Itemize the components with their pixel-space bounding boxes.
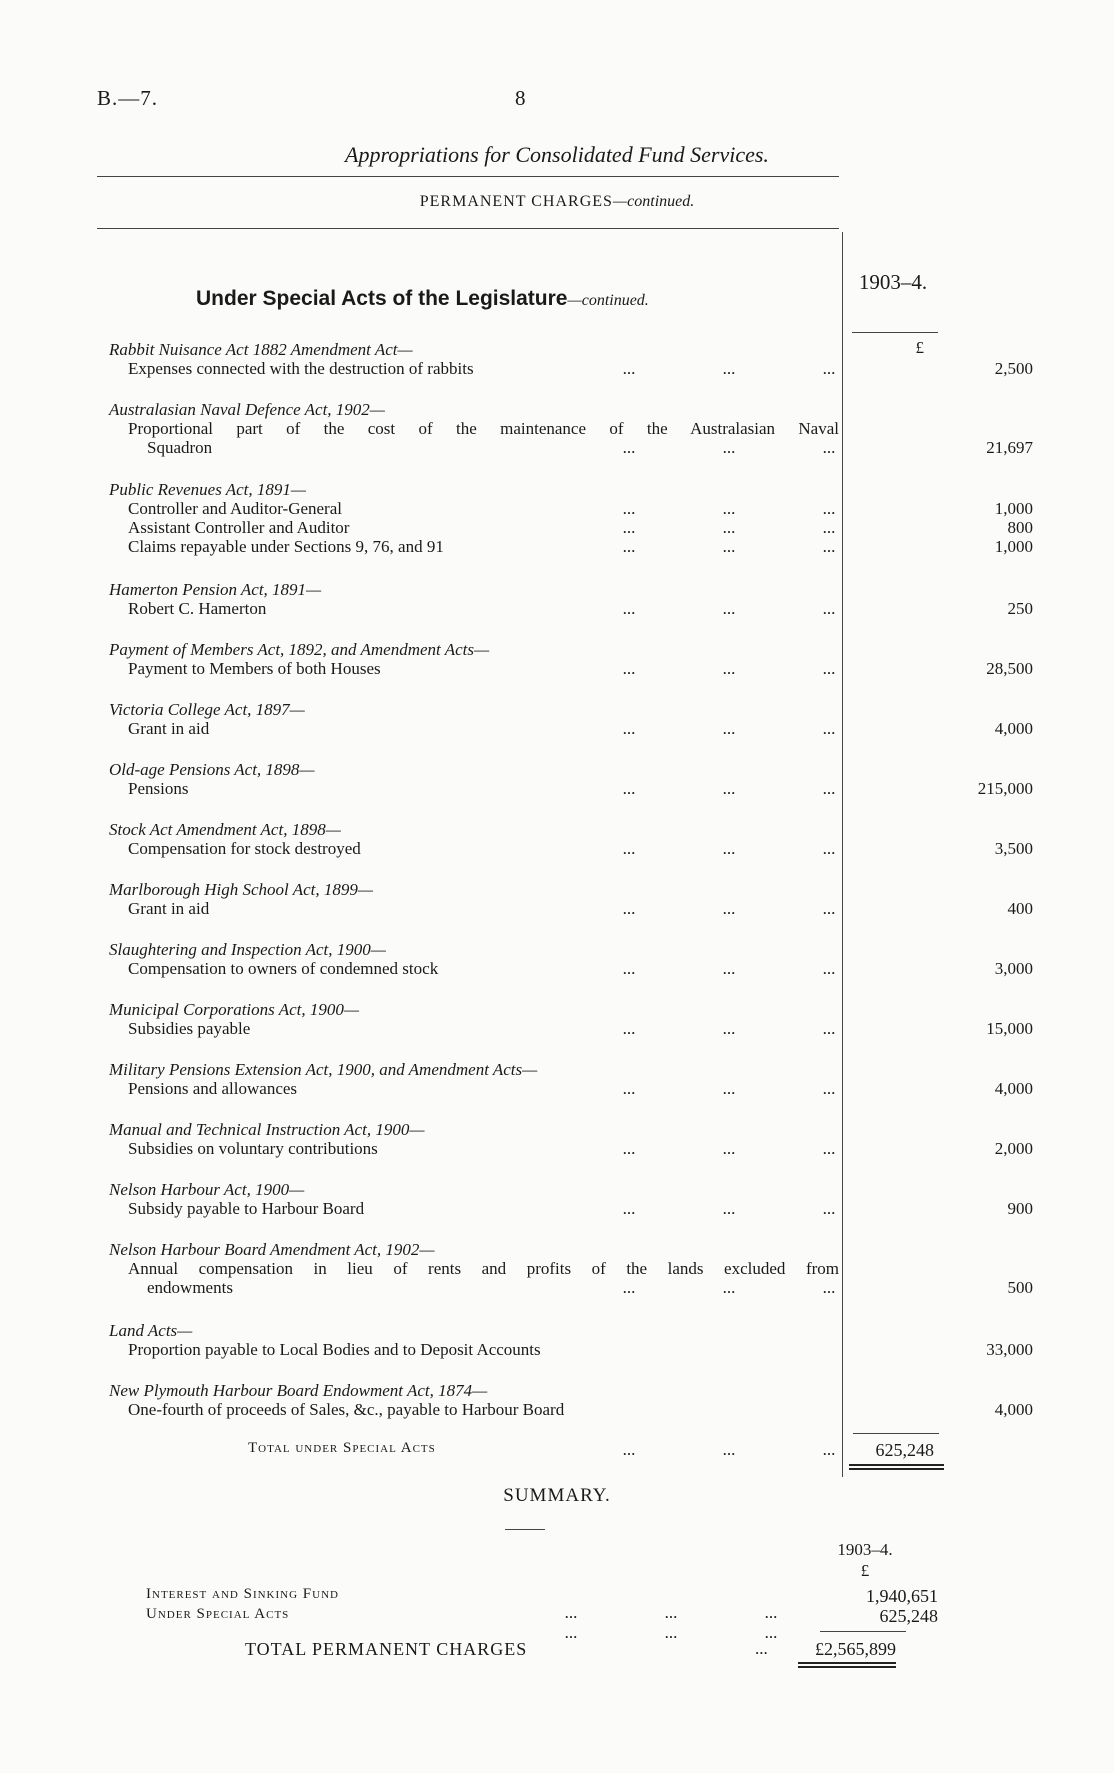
- act-title: Rabbit Nuisance Act 1882 Amendment Act—: [109, 340, 413, 359]
- dot-leader: ...: [822, 537, 836, 556]
- act-line-text: Expenses connected with the destruction of rabbits: [128, 359, 474, 378]
- act-line-amount: 215,000: [977, 779, 1033, 798]
- summary-row: [146, 1606, 938, 1642]
- dot-leader: ...: [822, 1440, 836, 1459]
- act-entry: [109, 480, 1033, 556]
- dot-leader: ...: [722, 659, 736, 678]
- act-title: Stock Act Amendment Act, 1898—: [109, 820, 341, 839]
- dot-leaders: [614, 599, 844, 618]
- grand-total-double-rule: [798, 1666, 896, 1668]
- grand-total-amount: £2,565,899: [815, 1639, 896, 1659]
- act-title: Land Acts—: [109, 1321, 193, 1340]
- dot-leaders: [614, 359, 844, 378]
- act-entry: [109, 400, 1033, 457]
- act-line-text: Subsidies payable: [128, 1019, 251, 1038]
- act-line: [109, 1079, 1033, 1098]
- act-title: Nelson Harbour Board Amendment Act, 1902—: [109, 1240, 435, 1259]
- act-title: Manual and Technical Instruction Act, 1900—: [109, 1120, 425, 1139]
- dot-leader: ...: [622, 959, 636, 978]
- summary-row-label: Interest and Sinking Fund: [146, 1586, 339, 1602]
- act-line-text: Claims repayable under Sections 9, 76, and 91: [128, 537, 444, 556]
- act-line-amount: 4,000: [994, 1400, 1033, 1419]
- dot-leader: ...: [822, 719, 836, 738]
- total-double-rule: [849, 1464, 944, 1466]
- dot-leader: ...: [822, 1278, 836, 1297]
- dot-leader: ...: [622, 1079, 636, 1098]
- act-line-text: Squadron: [147, 438, 213, 457]
- act-line: [109, 959, 1033, 978]
- act-line-amount: 2,000: [994, 1139, 1033, 1158]
- dot-leader: ...: [722, 1019, 736, 1038]
- dot-leaders: [614, 499, 844, 518]
- section-heading-suffix: —continued.: [567, 292, 649, 309]
- act-line-amount: 800: [1007, 518, 1033, 537]
- dot-leader: ...: [664, 1623, 678, 1642]
- act-line-text: Grant in aid: [128, 719, 210, 738]
- act-line: [109, 438, 1033, 457]
- dot-leader: ...: [722, 359, 736, 378]
- total-top-rule: [853, 1433, 939, 1434]
- dot-leader: ...: [822, 438, 836, 457]
- total-dot-leaders: [614, 1440, 844, 1460]
- act-line: [109, 839, 1033, 858]
- dot-leader: ...: [764, 1603, 778, 1622]
- summary-year-header: 1903–4.: [837, 1540, 893, 1559]
- page-title: Appropriations for Consolidated Fund Services.: [345, 142, 769, 167]
- act-entry: [109, 1060, 1033, 1098]
- section-subheader: [0, 193, 1114, 211]
- act-line: [109, 499, 1033, 518]
- dot-leaders: [614, 1199, 844, 1218]
- dot-leader: ...: [722, 438, 736, 457]
- dot-leader: ...: [722, 839, 736, 858]
- summary-title: SUMMARY.: [503, 1485, 611, 1506]
- dot-leader: ...: [722, 899, 736, 918]
- dot-leaders: [614, 839, 844, 858]
- act-line-text: One-fourth of proceeds of Sales, &c., payable to Harbour Board: [128, 1400, 565, 1419]
- act-line-text: Controller and Auditor-General: [128, 499, 342, 518]
- act-entry: [109, 1120, 1033, 1158]
- act-line-text: Pensions and allowances: [128, 1079, 298, 1098]
- dot-leaders: [614, 1278, 844, 1297]
- dot-leader: ...: [622, 779, 636, 798]
- dot-leader: ...: [622, 719, 636, 738]
- dot-leaders: [614, 1019, 844, 1038]
- document-code: B.—7.: [97, 86, 159, 110]
- dot-leader: ...: [622, 1019, 636, 1038]
- dot-leader: ...: [722, 518, 736, 537]
- dot-leader: ...: [664, 1603, 678, 1622]
- act-line: [109, 659, 1033, 678]
- dot-leader: ...: [622, 438, 636, 457]
- act-line-text: Compensation for stock destroyed: [128, 839, 361, 858]
- act-line: [109, 1199, 1033, 1218]
- act-entry: [109, 1381, 1033, 1419]
- dot-leaders: [614, 899, 844, 918]
- summary-rule: [505, 1529, 545, 1530]
- act-line: [109, 1340, 1033, 1359]
- act-line: [109, 719, 1033, 738]
- dot-leaders: [614, 779, 844, 798]
- act-title: Victoria College Act, 1897—: [109, 700, 305, 719]
- dot-leader: ...: [822, 659, 836, 678]
- dot-leaders: [614, 719, 844, 738]
- section-heading: [196, 287, 649, 311]
- act-line: [109, 899, 1033, 918]
- dot-leader: ...: [622, 518, 636, 537]
- summary-row-amount: 1,940,651: [866, 1586, 938, 1606]
- summary-currency-symbol: £: [860, 1561, 870, 1580]
- act-line-text: Payment to Members of both Houses: [128, 659, 381, 678]
- act-title: Nelson Harbour Act, 1900—: [109, 1180, 305, 1199]
- act-line-amount: 900: [1007, 1199, 1033, 1218]
- act-line-text: Assistant Controller and Auditor: [128, 518, 350, 537]
- act-line: [109, 1400, 1033, 1419]
- dot-leaders: [614, 1139, 844, 1158]
- act-title: Public Revenues Act, 1891—: [109, 480, 307, 499]
- act-title: Old-age Pensions Act, 1898—: [109, 760, 315, 779]
- dot-leader: ...: [722, 599, 736, 618]
- act-line: [109, 779, 1033, 798]
- act-line-text: Compensation to owners of condemned stock: [128, 959, 439, 978]
- act-title: Hamerton Pension Act, 1891—: [109, 580, 322, 599]
- act-title: Slaughtering and Inspection Act, 1900—: [109, 940, 386, 959]
- total-double-rule: [849, 1468, 944, 1470]
- dot-leader: ...: [722, 1199, 736, 1218]
- act-line-text: Subsidies on voluntary contributions: [128, 1139, 378, 1158]
- summary-dot-leaders: [556, 1623, 786, 1643]
- act-entry: [109, 940, 1033, 978]
- subheader-suffix: —continued.: [612, 193, 695, 210]
- act-title: Marlborough High School Act, 1899—: [109, 880, 373, 899]
- dot-leader: ...: [564, 1623, 578, 1642]
- act-line-amount: 28,500: [986, 659, 1033, 678]
- dot-leader: ...: [822, 1139, 836, 1158]
- subheader-rule: [97, 228, 839, 229]
- act-title: Military Pensions Extension Act, 1900, and Amendment Acts—: [109, 1060, 538, 1079]
- act-line-text: Annual compensation in lieu of rents and profits of the lands excluded from: [128, 1259, 839, 1278]
- act-title: Australasian Naval Defence Act, 1902—: [109, 400, 385, 419]
- subheader-main: PERMANENT CHARGES: [419, 193, 613, 210]
- dot-leader: ...: [722, 1278, 736, 1297]
- act-line-text: Proportional part of the cost of the maintenance of the Australasian Naval: [128, 419, 839, 438]
- grand-total-label: TOTAL PERMANENT CHARGES: [245, 1639, 528, 1659]
- act-line: [109, 1019, 1033, 1038]
- dot-leader: ...: [722, 959, 736, 978]
- act-line: [109, 1278, 1033, 1297]
- act-line-amount: 15,000: [986, 1019, 1033, 1038]
- year-column-rule: [852, 332, 938, 333]
- dot-leader: ...: [822, 959, 836, 978]
- act-line: [109, 1139, 1033, 1158]
- dot-leader: ...: [622, 839, 636, 858]
- act-entry: [109, 700, 1033, 738]
- act-title: Payment of Members Act, 1892, and Amendment Acts—: [109, 640, 490, 659]
- act-title: New Plymouth Harbour Board Endowment Act, 1874—: [109, 1381, 488, 1400]
- dot-leader: ...: [822, 839, 836, 858]
- dot-leader: ...: [822, 359, 836, 378]
- act-line-text: Robert C. Hamerton: [128, 599, 267, 618]
- dot-leader: ...: [564, 1603, 578, 1622]
- act-line-amount: 4,000: [994, 719, 1033, 738]
- dot-leader: ...: [822, 899, 836, 918]
- act-entry: [109, 880, 1033, 918]
- act-line-text: Subsidy payable to Harbour Board: [128, 1199, 365, 1218]
- section-heading-text: Under Special Acts of the Legislature: [196, 287, 568, 310]
- dot-leader: ...: [822, 1019, 836, 1038]
- dot-leader: ...: [722, 499, 736, 518]
- dot-leader: ...: [622, 359, 636, 378]
- dot-leaders: [614, 1079, 844, 1098]
- act-line: [109, 537, 1033, 556]
- act-title: Municipal Corporations Act, 1900—: [109, 1000, 359, 1019]
- act-entry: [109, 1180, 1033, 1218]
- grand-total-double-rule: [798, 1662, 896, 1664]
- act-line: [109, 419, 839, 438]
- act-entry: [109, 1321, 1033, 1359]
- dot-leader: ...: [722, 719, 736, 738]
- act-line-text: Proportion payable to Local Bodies and to Deposit Accounts: [128, 1340, 541, 1359]
- dot-leader: ...: [822, 1199, 836, 1218]
- act-line-amount: 1,000: [994, 499, 1033, 518]
- dot-leaders: [614, 518, 844, 537]
- dot-leader: ...: [622, 499, 636, 518]
- act-line: [109, 1259, 839, 1278]
- grand-total-rule: [820, 1631, 906, 1632]
- act-entry: [109, 580, 1033, 618]
- act-line-amount: 2,500: [994, 359, 1033, 378]
- act-line: [109, 518, 1033, 537]
- act-line-text: Grant in aid: [128, 899, 210, 918]
- year-column-header: 1903–4.: [858, 270, 928, 294]
- dot-leader: ...: [822, 1079, 836, 1098]
- act-entry: [109, 1000, 1033, 1038]
- act-entry: [109, 760, 1033, 798]
- total-special-label: Total under Special Acts: [248, 1440, 436, 1456]
- act-entry: [109, 640, 1033, 678]
- dot-leader: ...: [722, 537, 736, 556]
- header-rule: [97, 176, 839, 177]
- act-line-amount: 250: [1007, 599, 1033, 618]
- act-entry: [109, 340, 1033, 378]
- dot-leaders: [614, 659, 844, 678]
- summary-row-label: Under Special Acts: [146, 1606, 290, 1622]
- currency-symbol: £: [915, 338, 924, 357]
- dot-leader: ...: [722, 1440, 736, 1459]
- act-line-amount: 4,000: [994, 1079, 1033, 1098]
- act-entry: [109, 820, 1033, 858]
- dot-leader: ...: [722, 1139, 736, 1158]
- dot-leader: ...: [622, 1199, 636, 1218]
- act-line-amount: 21,697: [986, 438, 1033, 457]
- dot-leader: ...: [822, 499, 836, 518]
- act-line: [109, 359, 1033, 378]
- dot-leader: ...: [822, 779, 836, 798]
- dot-leaders: [614, 438, 844, 457]
- dot-leader: ...: [722, 1079, 736, 1098]
- dot-leaders: [614, 537, 844, 556]
- dot-leaders: [614, 959, 844, 978]
- dot-leader: ...: [722, 779, 736, 798]
- act-line-amount: 400: [1007, 899, 1033, 918]
- dot-leader: ...: [622, 899, 636, 918]
- total-special-amount: 625,248: [875, 1440, 934, 1460]
- dot-leader: ...: [622, 1278, 636, 1297]
- dot-leader: ...: [822, 518, 836, 537]
- dot-leader: ...: [764, 1623, 778, 1642]
- dot-leader: ...: [622, 599, 636, 618]
- act-line-text: endowments: [147, 1278, 233, 1297]
- act-line-amount: 500: [1007, 1278, 1033, 1297]
- dot-leader: ...: [822, 599, 836, 618]
- act-line-amount: 1,000: [994, 537, 1033, 556]
- act-line: [109, 599, 1033, 618]
- dot-leader: ...: [622, 659, 636, 678]
- dot-leader: ...: [622, 1440, 636, 1459]
- act-line-text: Pensions: [128, 779, 189, 798]
- grand-total-dots: ...: [755, 1639, 768, 1658]
- dot-leader: ...: [622, 1139, 636, 1158]
- page-number: 8: [515, 86, 526, 110]
- act-line-amount: 3,000: [994, 959, 1033, 978]
- dot-leader: ...: [622, 537, 636, 556]
- summary-row-amount: 625,248: [879, 1606, 938, 1626]
- act-line-amount: 33,000: [986, 1340, 1033, 1359]
- act-entry: [109, 1240, 1033, 1297]
- act-line-amount: 3,500: [994, 839, 1033, 858]
